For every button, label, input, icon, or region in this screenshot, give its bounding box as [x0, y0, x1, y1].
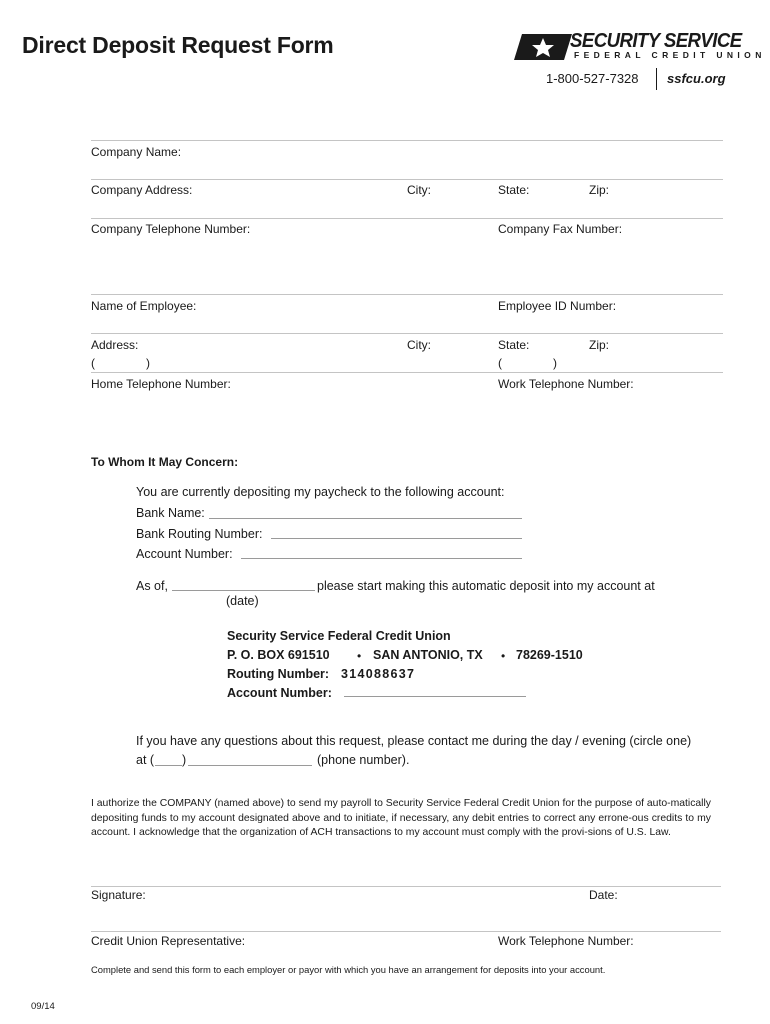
- logo-text: SECURITY SERVICE: [570, 30, 742, 52]
- home-area-code-close: ): [146, 356, 150, 370]
- account-number-label: Account Number:: [136, 547, 233, 561]
- website-link[interactable]: ssfcu.org: [667, 71, 726, 86]
- date-label: Date:: [589, 888, 618, 902]
- divider: [91, 372, 723, 373]
- as-of-label: As of,: [136, 579, 168, 593]
- zip-code: 78269-1510: [516, 648, 583, 662]
- page-title: Direct Deposit Request Form: [22, 32, 334, 58]
- account-number-field[interactable]: [241, 558, 522, 559]
- employee-city-label: City:: [407, 338, 431, 352]
- city-state: SAN ANTONIO, TX: [373, 648, 483, 662]
- po-box: P. O. BOX 691510: [227, 648, 330, 662]
- divider: [91, 179, 723, 180]
- rep-work-telephone-label: Work Telephone Number:: [498, 934, 634, 948]
- bank-routing-field[interactable]: [271, 538, 522, 539]
- start-date-field[interactable]: [172, 590, 315, 591]
- work-area-code-open: (: [498, 356, 502, 370]
- start-deposit-text: please start making this automatic deposit into my account at: [317, 579, 655, 593]
- at-close-paren: ): [182, 753, 187, 767]
- cu-account-number-field[interactable]: [344, 696, 526, 697]
- at-label: at (: [136, 753, 155, 767]
- intro-text: You are currently depositing my paycheck to the following account:: [136, 485, 505, 499]
- employee-zip-label: Zip:: [589, 338, 610, 352]
- routing-number-value: 314088637: [341, 667, 416, 681]
- work-telephone-label: Work Telephone Number:: [498, 377, 634, 391]
- company-city-label: City:: [407, 183, 431, 197]
- bullet-icon: •: [357, 649, 362, 663]
- header-divider: [656, 68, 657, 90]
- employee-id-label: Employee ID Number:: [498, 299, 617, 313]
- bank-name-label: Bank Name:: [136, 506, 205, 520]
- divider: [91, 333, 723, 334]
- employee-name-label: Name of Employee:: [91, 299, 197, 313]
- company-telephone-label: Company Telephone Number:: [91, 222, 251, 236]
- company-fax-label: Company Fax Number:: [498, 222, 623, 236]
- divider: [91, 218, 723, 219]
- signature-label: Signature:: [91, 888, 146, 902]
- logo-subtext: FEDERAL CREDIT UNION: [574, 50, 766, 60]
- questions-text: If you have any questions about this request, please contact me during the day / evening (circle one): [136, 734, 692, 748]
- star-emblem-icon: [512, 32, 576, 62]
- phone-number: 1-800-527-7328: [546, 71, 639, 86]
- cu-account-number-label: Account Number:: [227, 686, 332, 700]
- form-version: 09/14: [31, 1001, 55, 1012]
- footer-instructions: Complete and send this form to each employer or payor with which you have an arrangement for deposits into your account.: [91, 964, 606, 975]
- home-area-code-open: (: [91, 356, 95, 370]
- cu-representative-label: Credit Union Representative:: [91, 934, 246, 948]
- bank-routing-label: Bank Routing Number:: [136, 527, 263, 541]
- contact-phone-field[interactable]: [188, 765, 312, 766]
- company-name-label: Company Name:: [91, 145, 182, 159]
- divider: [91, 140, 723, 141]
- company-address-label: Company Address:: [91, 183, 193, 197]
- credit-union-name: Security Service Federal Credit Union: [227, 629, 451, 643]
- divider: [91, 886, 721, 887]
- routing-number-label: Routing Number:: [227, 667, 330, 681]
- phone-hint: (phone number).: [317, 753, 410, 767]
- work-area-code-close: ): [553, 356, 557, 370]
- divider: [91, 294, 723, 295]
- employee-address-label: Address:: [91, 338, 139, 352]
- company-state-label: State:: [498, 183, 530, 197]
- area-code-field[interactable]: [155, 765, 182, 766]
- employee-state-label: State:: [498, 338, 530, 352]
- authorization-text: I authorize the COMPANY (named above) to send my payroll to Security Service Federal Credit Union for the purpose of auto-matically depositing funds to my account designated above and to initiate, if necessary, any debit entries to correct any errone-ous credits to my account. I acknowledge that the organization of ACH transactions to my account must comply with the provi-sions of U.S. Law.: [91, 798, 711, 839]
- home-telephone-label: Home Telephone Number:: [91, 377, 231, 391]
- divider: [91, 931, 721, 932]
- company-zip-label: Zip:: [589, 183, 610, 197]
- date-hint: (date): [226, 594, 259, 608]
- bank-name-field[interactable]: [209, 518, 522, 519]
- salutation: To Whom It May Concern:: [91, 455, 239, 469]
- bullet-icon: •: [501, 649, 506, 663]
- credit-union-logo: [512, 30, 766, 66]
